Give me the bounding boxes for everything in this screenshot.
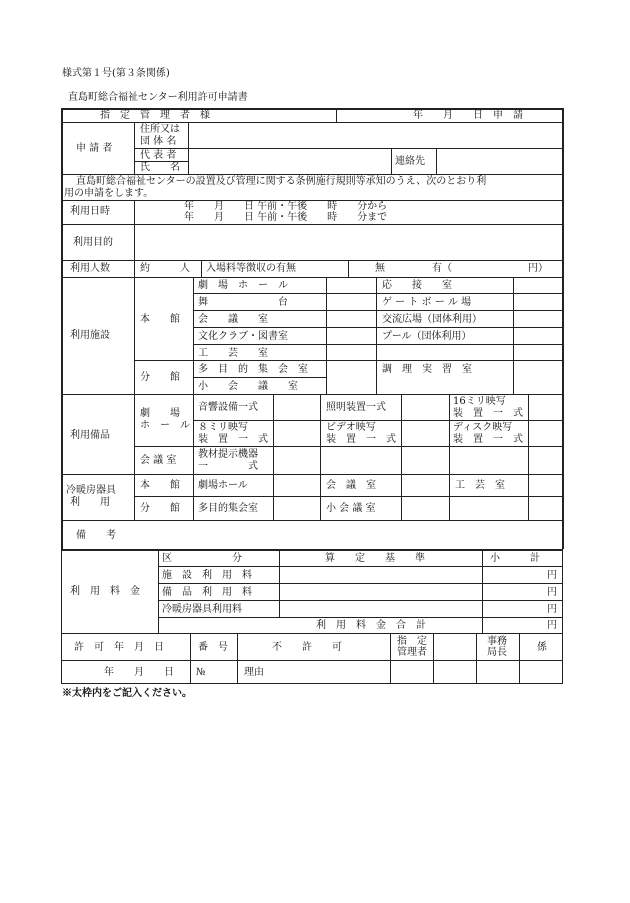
room-stage: 舞 台 — [198, 297, 288, 308]
address-label-2: 団 体 名 — [140, 136, 177, 147]
fee-row-equipment: 備 品 利 用 料 — [162, 587, 252, 598]
usage-date-from[interactable]: 年 月 日 午前・午後 時 分から — [184, 201, 388, 212]
yen-unit: 円 — [547, 604, 557, 615]
fee-collection-label: 入場料等徴収の有無 — [206, 263, 296, 274]
yen-unit: 円 — [547, 570, 557, 581]
application-date: 年 月 日 申 請 — [413, 110, 523, 121]
staff-label: 係 — [537, 642, 547, 653]
room-culture-library: 文化クラブ・図書室 — [198, 331, 288, 342]
equip-8mm: ８ミリ映写 — [198, 422, 248, 433]
room-multipurpose: 多 目 的 集 会 室 — [198, 364, 308, 375]
room-craft: 工 芸 室 — [198, 348, 268, 359]
equip-lighting: 照明装置一式 — [326, 402, 386, 413]
applicant-label: 申 請 者 — [76, 143, 113, 154]
permit-reason: 理由 — [244, 667, 264, 678]
form-title: 直島町総合福祉センター利用許可申請書 — [68, 92, 248, 103]
remarks-label: 備 考 — [76, 530, 116, 541]
frame-bottom — [61, 549, 563, 551]
equip-8mm-2: 装 置 一 式 — [198, 434, 268, 445]
contact-label: 連絡先 — [395, 156, 425, 167]
room-theater-hall: 劇 場 ホ ー ル — [198, 280, 288, 291]
equip-hall-label-2: ホ ー ル — [140, 420, 190, 431]
address-field[interactable] — [190, 124, 560, 146]
permit-no: № — [196, 667, 206, 678]
main-building-label: 本 館 — [140, 314, 180, 325]
fee-unit: 円） — [528, 263, 548, 274]
fees-label: 利 用 料 金 — [70, 586, 140, 597]
room-reception: 応 接 室 — [382, 280, 452, 291]
room-cooking: 調 理 実 習 室 — [382, 364, 472, 375]
heating-craft: 工 芸 室 — [455, 480, 505, 491]
statement-line1: 直島町総合福祉センターの設置及び管理に関する条例施行規則等承知のうえ、次のとおり利 — [76, 176, 487, 187]
heating-label: 冷暖房器具 — [66, 485, 116, 496]
office-head-label: 事務 — [487, 636, 507, 647]
fee-none-option[interactable]: 無 — [375, 263, 385, 274]
equip-16mm: 16ミリ映写 — [453, 396, 506, 407]
purpose-field[interactable] — [136, 226, 560, 258]
footnote: ※太枠内をご記入ください。 — [62, 688, 192, 699]
equip-video-2: 装 置 一 式 — [326, 434, 396, 445]
fee-total-label: 利 用 料 金 合 計 — [316, 620, 426, 631]
usage-date-to[interactable]: 年 月 日 午前・午後 時 分まで — [184, 212, 388, 223]
manager-label-2: 管理者 — [397, 647, 427, 658]
rep-label-2: 氏 名 — [140, 162, 180, 173]
people-label: 利用人数 — [70, 263, 110, 274]
heating-multi: 多目的集会室 — [198, 503, 258, 514]
room-pool: プール（団体利用） — [382, 331, 472, 342]
equip-material: 教材提示機器 — [198, 449, 258, 460]
equip-sound: 音響設備一式 — [198, 402, 258, 413]
yen-unit: 円 — [547, 620, 557, 631]
equip-disc: ディスク映写 — [453, 422, 513, 433]
contact-field[interactable] — [438, 150, 560, 172]
usage-date-label: 利用日時 — [70, 206, 110, 217]
equip-material-2: 一 式 — [198, 461, 258, 472]
statement-line2: 用の申請をします。 — [64, 188, 154, 199]
remarks-field[interactable] — [136, 522, 560, 547]
annex-label: 分 館 — [140, 372, 180, 383]
heating-small-conf: 小 会 議 室 — [326, 503, 376, 514]
heating-main-label: 本 館 — [140, 480, 180, 491]
style-number: 様式第１号(第３条関係) — [62, 68, 170, 79]
room-plaza: 交流広場（団体利用） — [382, 314, 482, 325]
heating-hall: 劇場ホール — [198, 480, 248, 491]
equip-16mm-2: 装 置 一 式 — [453, 408, 523, 419]
room-conference: 会 議 室 — [198, 314, 268, 325]
equip-disc-2: 装 置 一 式 — [453, 434, 523, 445]
equipment-label: 利用備品 — [70, 430, 110, 441]
fee-row-facility: 施 設 利 用 料 — [162, 570, 252, 581]
fee-row-heating: 冷暖房器具利用料 — [162, 604, 242, 615]
facilities-label: 利用施設 — [70, 330, 110, 341]
office-head-label-2: 局長 — [487, 647, 507, 658]
equip-hall-label: 劇 場 — [140, 408, 180, 419]
permit-decision: 不 許 可 — [272, 642, 342, 653]
yen-unit: 円 — [547, 587, 557, 598]
heating-conf: 会 議 室 — [326, 480, 376, 491]
permit-date-blank: 年 月 日 — [104, 667, 174, 678]
people-count[interactable]: 約 人 — [140, 263, 190, 274]
permit-number-label: 番 号 — [198, 642, 228, 653]
equip-video: ビデオ映写 — [326, 422, 376, 433]
permit-date-label: 許 可 年 月 日 — [74, 642, 164, 653]
heating-annex-label: 分 館 — [140, 503, 180, 514]
rep-label: 代 表 者 — [140, 150, 177, 161]
fees-col-class: 区 分 — [162, 553, 242, 564]
equip-conf-room-label: 会 議 室 — [140, 455, 177, 466]
room-small-conference: 小 会 議 室 — [198, 381, 298, 392]
heating-label-2: 利 用 — [70, 497, 110, 508]
fees-col-basis: 算 定 基 準 — [325, 553, 425, 564]
room-gateball: ゲ ー ト ボ ー ル 場 — [382, 297, 472, 308]
addressee: 指 定 管 理 者 様 — [100, 110, 210, 121]
fees-col-subtotal: 小 計 — [490, 553, 540, 564]
manager-label: 指 定 — [397, 636, 427, 647]
representative-field[interactable] — [190, 150, 389, 172]
fee-yes-option[interactable]: 有（ — [432, 263, 452, 274]
purpose-label: 利用目的 — [73, 237, 113, 248]
address-label: 住所又は — [140, 124, 180, 135]
